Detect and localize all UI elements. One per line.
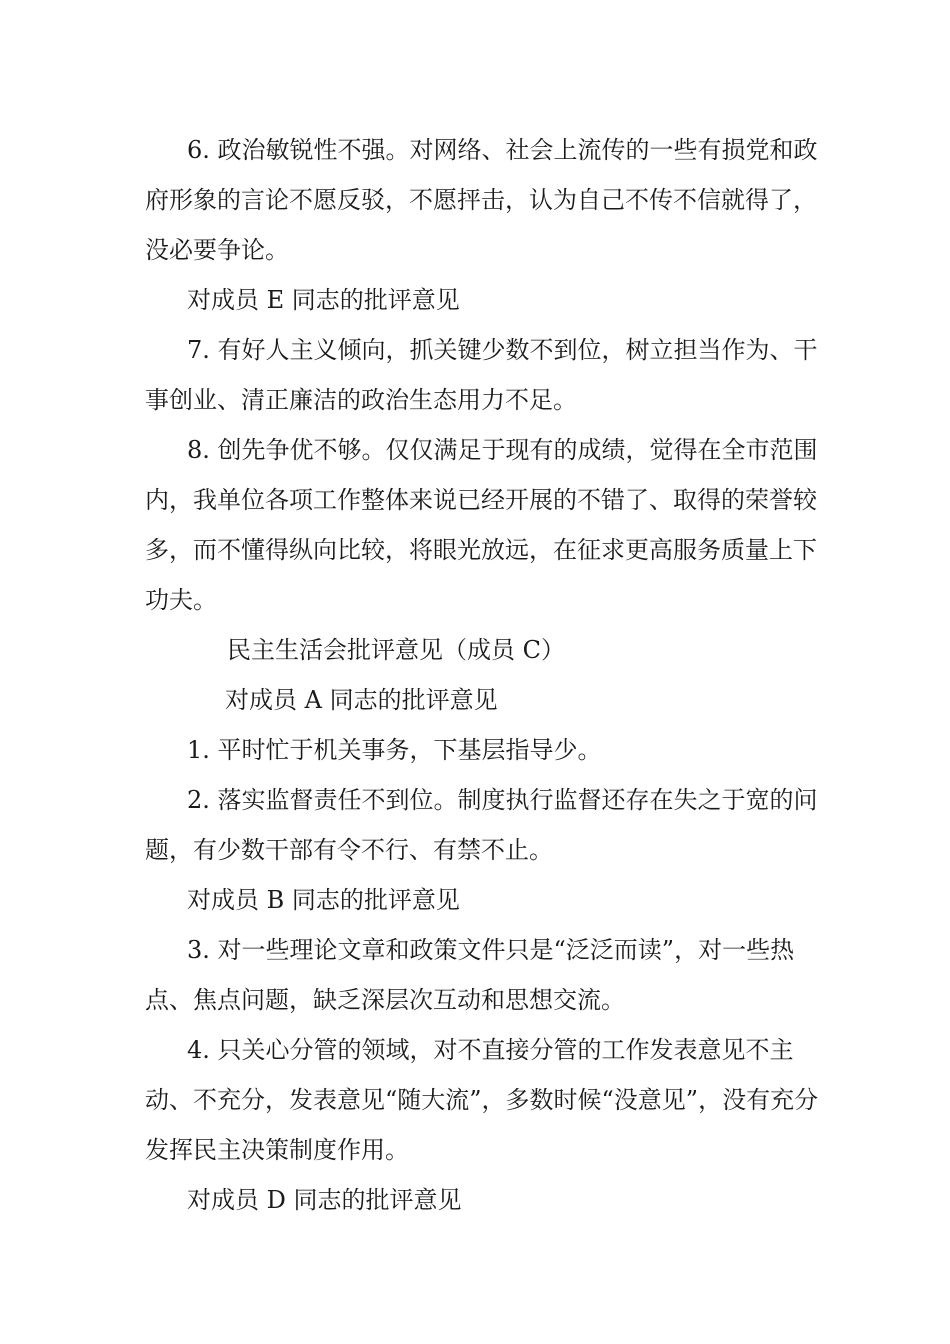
section-heading-member-e: 对成员 E 同志的批评意见 [187, 286, 460, 314]
section-heading-member-b: 对成员 B 同志的批评意见 [187, 886, 460, 914]
section-heading-member-a: 对成员 A 同志的批评意见 [225, 686, 498, 714]
paragraph-item-7: 7. 有好人主义倾向，抓关键少数不到位，树立担当作为、干事创业、清正廉洁的政治生态用力不足。 [145, 336, 818, 414]
paragraph-item-2: 2. 落实监督责任不到位。制度执行监督还存在失之于宽的问题，有少数干部有令不行、有禁不止。 [145, 786, 818, 864]
document-title-member-c: 民主生活会批评意见（成员 C） [227, 636, 565, 664]
paragraph-item-6: 6. 政治敏锐性不强。对网络、社会上流传的一些有损党和政府形象的言论不愿反驳，不愿抨击，认为自己不传不信就得了，没必要争论。 [145, 136, 818, 264]
section-heading-member-d: 对成员 D 同志的批评意见 [187, 1186, 462, 1214]
paragraph-item-4: 4. 只关心分管的领域，对不直接分管的工作发表意见不主动、不充分，发表意见“随大流”，多数时候“没意见”，没有充分发挥民主决策制度作用。 [145, 1036, 819, 1164]
paragraph-item-8: 8. 创先争优不够。仅仅满足于现有的成绩，觉得在全市范围内，我单位各项工作整体来说已经开展的不错了、取得的荣誉较多，而不懂得纵向比较，将眼光放远，在征求更高服务质量上下功夫。 [145, 436, 818, 614]
paragraph-item-3: 3. 对一些理论文章和政策文件只是“泛泛而读”，对一些热点、焦点问题，缺乏深层次互动和思想交流。 [145, 936, 795, 1014]
paragraph-item-1: 1. 平时忙于机关事务，下基层指导少。 [187, 736, 602, 764]
